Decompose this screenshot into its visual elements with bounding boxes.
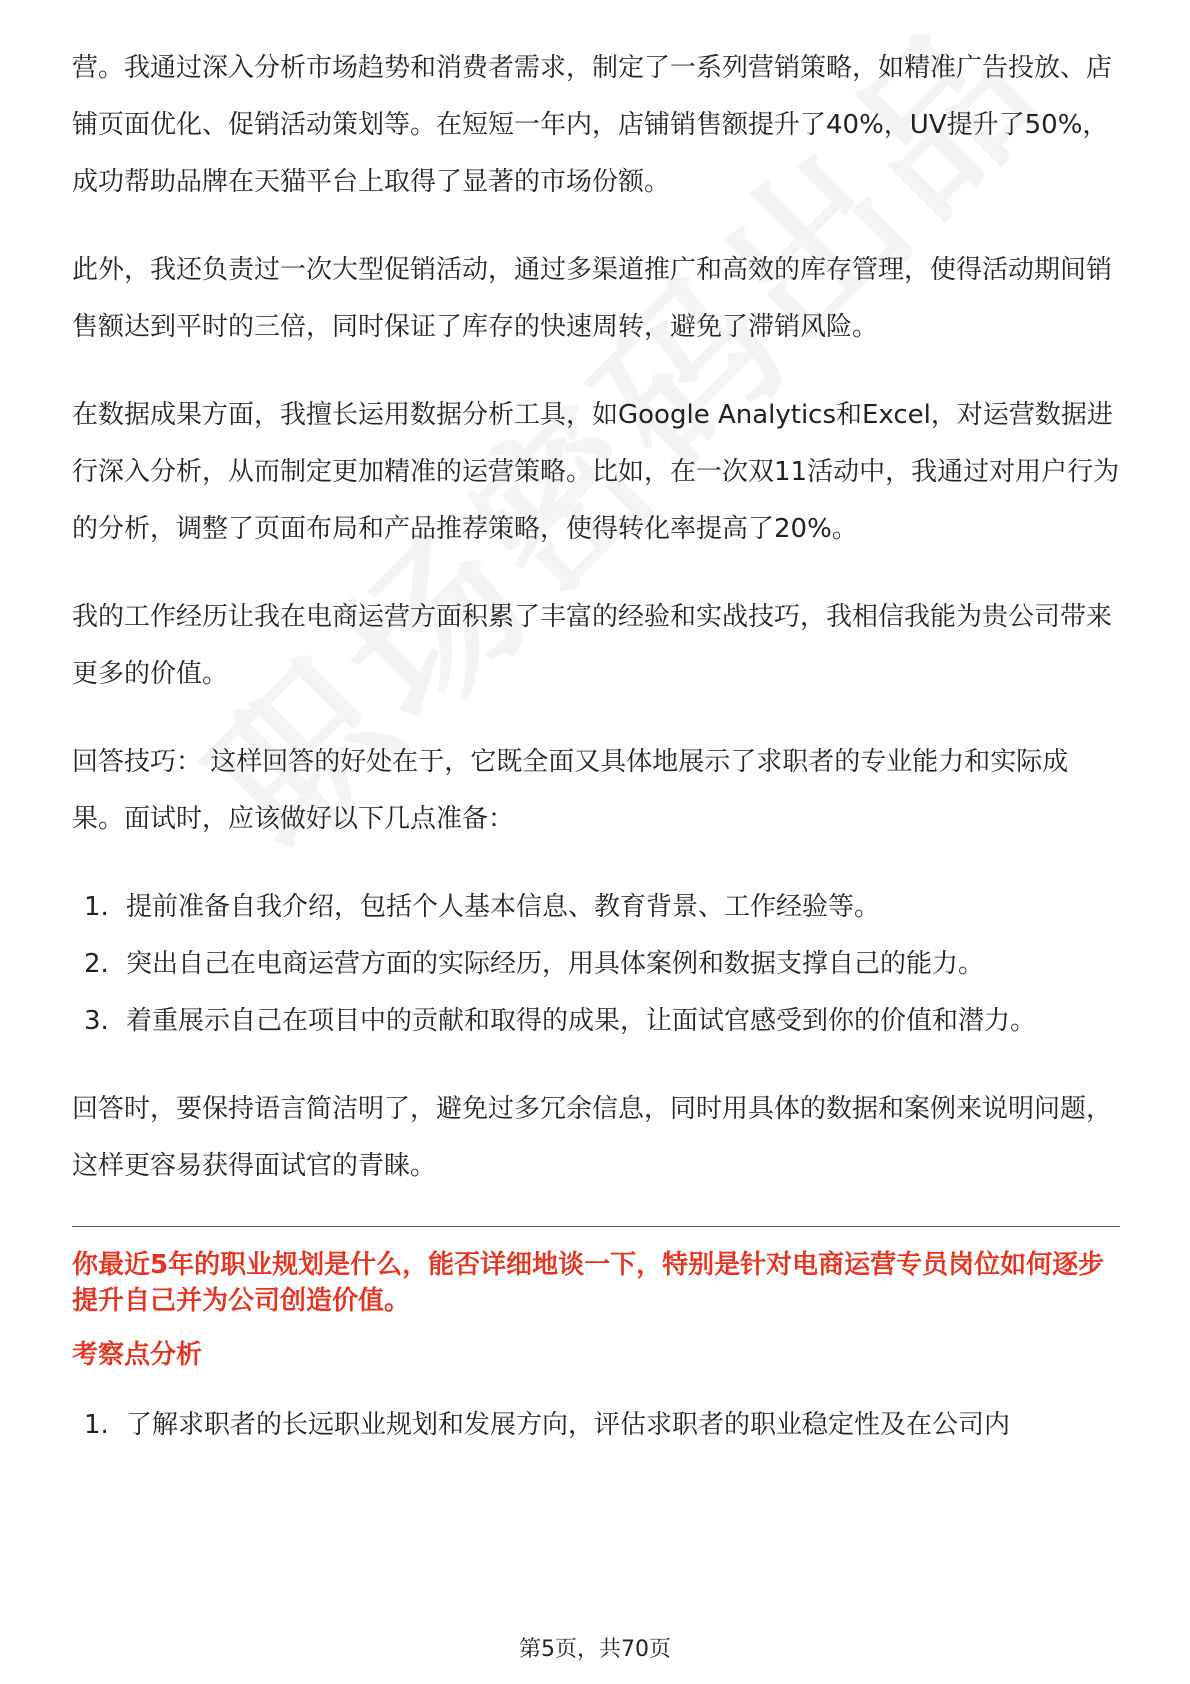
- section-divider: [72, 1226, 1120, 1227]
- interview-question: 你最近5年的职业规划是什么，能否详细地谈一下，特别是针对电商运营专员岗位如何逐步提升自己并为公司创造价值。: [72, 1250, 1105, 1316]
- list-item-number: 3.: [84, 1006, 109, 1036]
- list-item-text: 了解求职者的长远职业规划和发展方向，评估求职者的职业稳定性及在公司内: [126, 1410, 1011, 1440]
- paragraph-answer-tips: 回答技巧： 这样回答的好处在于，它既全面又具体地展示了求职者的专业能力和实际成果。面试时，应该做好以下几点准备：: [72, 747, 1069, 834]
- prep-list: [72, 879, 1120, 1050]
- list-item-number: 1.: [84, 1410, 109, 1440]
- list-item: [72, 936, 1120, 993]
- page-footer: 第5页，共70页: [519, 1637, 671, 1662]
- list-item-text: 提前准备自我介绍，包括个人基本信息、教育背景、工作经验等。: [126, 892, 881, 922]
- list-item-number: 1.: [84, 892, 109, 922]
- paragraph-experience: 营。我通过深入分析市场趋势和消费者需求，制定了一系列营销策略，如精准广告投放、店铺页面优化、促销活动策划等。在短短一年内，店铺销售额提升了40%，UV提升了50%，成功帮助品牌在天猫平台上取得了显著的市场份额。: [72, 53, 1113, 197]
- list-item-text: 着重展示自己在项目中的贡献和取得的成果，让面试官感受到你的价值和潜力。: [126, 1006, 1037, 1036]
- paragraph-promotion: 此外，我还负责过一次大型促销活动，通过多渠道推广和高效的库存管理，使得活动期间销售额达到平时的三倍，同时保证了库存的快速周转，避免了滞销风险。: [72, 255, 1113, 342]
- paragraph-value: 我的工作经历让我在电商运营方面积累了丰富的经验和实战技巧，我相信我能为贵公司带来更多的价值。: [72, 602, 1113, 689]
- list-item: [72, 1397, 1120, 1454]
- list-item-number: 2.: [84, 949, 109, 979]
- analysis-heading: 考察点分析: [72, 1340, 203, 1370]
- list-item: [72, 993, 1120, 1050]
- analysis-list: [72, 1397, 1120, 1454]
- paragraph-data-results: 在数据成果方面，我擅长运用数据分析工具，如Google Analytics和Excel，对运营数据进行深入分析，从而制定更加精准的运营策略。比如，在一次双11活动中，我通过对用户行为的分析，调整了页面布局和产品推荐策略，使得转化率提高了20%。: [72, 400, 1120, 544]
- paragraph-closing: 回答时，要保持语言简洁明了，避免过多冗余信息，同时用具体的数据和案例来说明问题，这样更容易获得面试官的青睐。: [72, 1094, 1113, 1181]
- list-item-text: 突出自己在电商运营方面的实际经历，用具体案例和数据支撑自己的能力。: [126, 949, 985, 979]
- list-item: [72, 879, 1120, 936]
- page-content: [72, 40, 1120, 1485]
